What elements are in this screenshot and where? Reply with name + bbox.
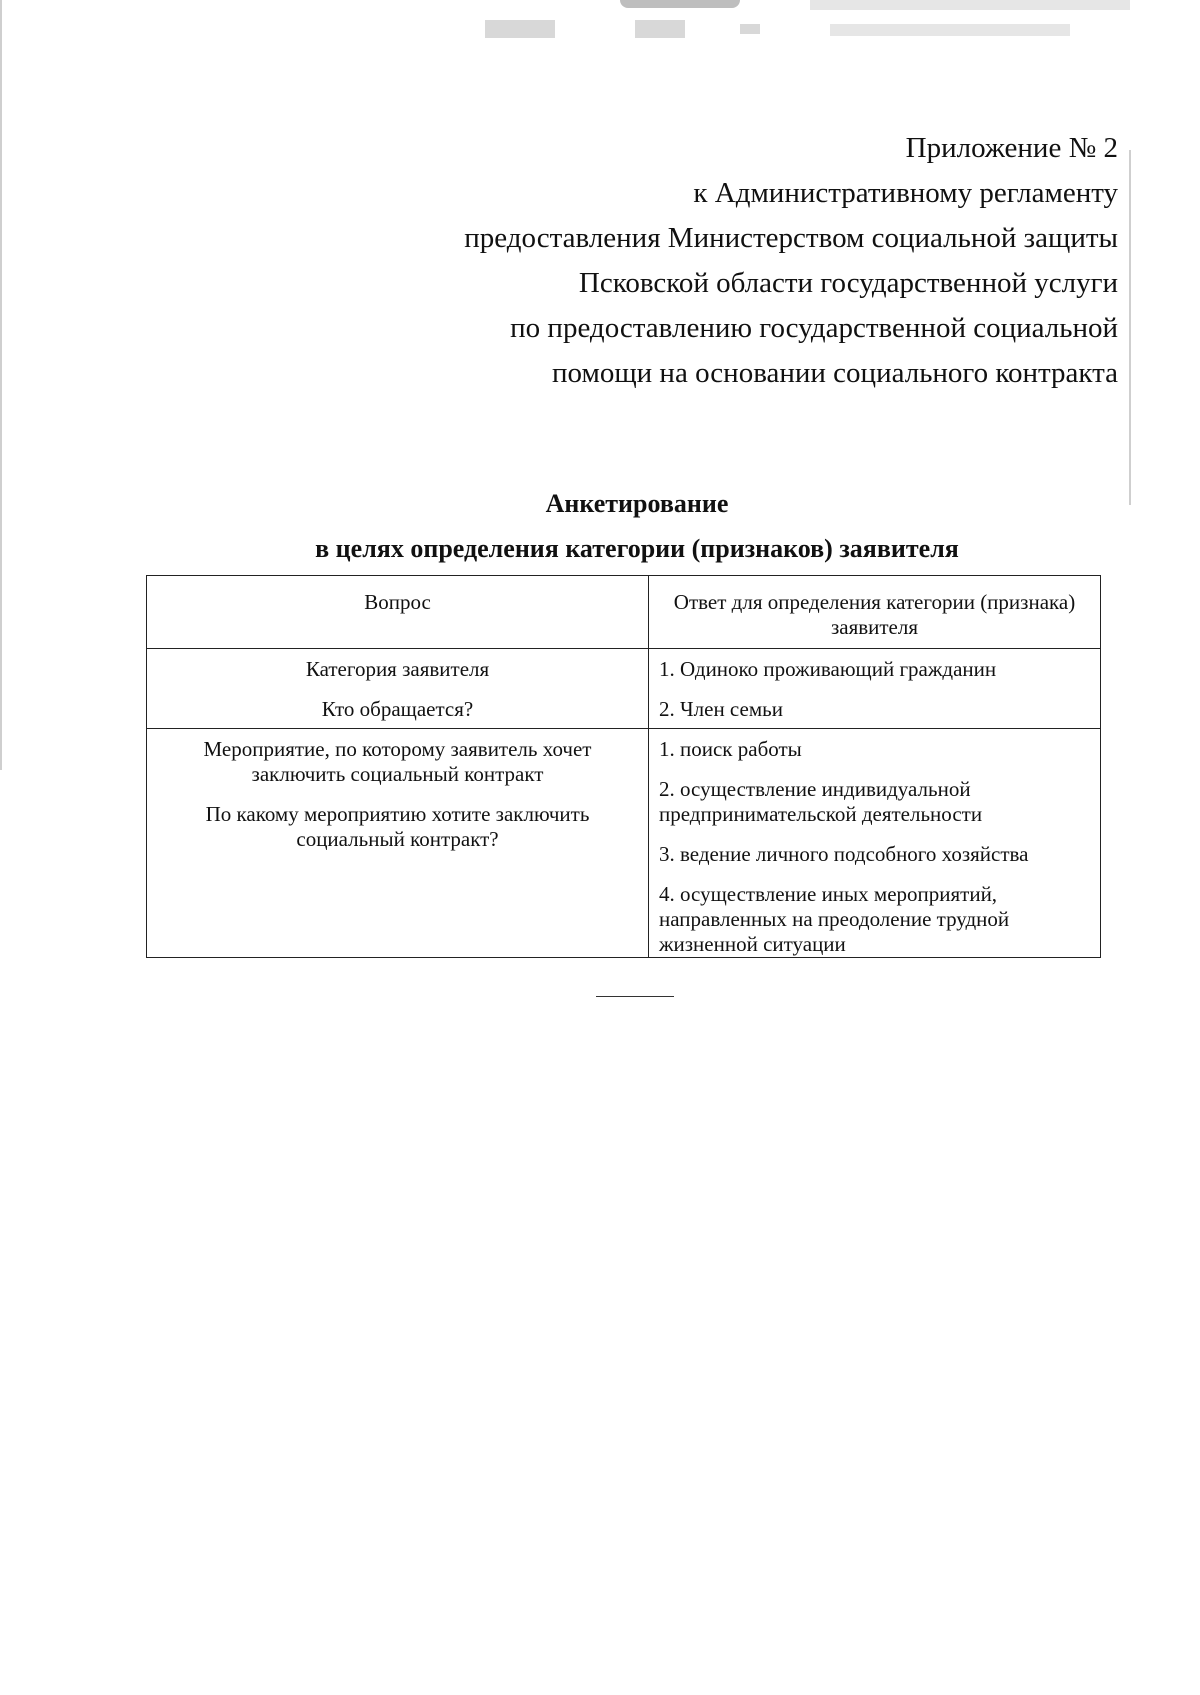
question-text: Категория заявителя [305, 657, 490, 681]
scan-edge-left [0, 0, 2, 770]
appendix-header [358, 126, 1118, 396]
answer-option: 2. Член семьи [659, 697, 783, 721]
table-row [147, 649, 1101, 729]
appendix-line: по предоставлению государственной социальной [510, 312, 1118, 344]
appendix-line: Приложение № 2 [905, 132, 1118, 164]
question-cell [147, 729, 649, 958]
header-answer-text: Ответ для определения категории (признака) заявителя [673, 590, 1076, 639]
table-row [147, 729, 1101, 958]
header-question: Вопрос [147, 576, 649, 649]
document-title: Анкетирование [545, 489, 729, 518]
answer-option: 1. поиск работы [659, 737, 802, 761]
answer-cell [649, 649, 1101, 729]
scan-edge-right [1129, 150, 1131, 505]
answer-option: 4. осуществление иных мероприятий, направленных на преодоление трудной жизненной ситуации [659, 882, 1010, 956]
answer-option: 3. ведение личного подсобного хозяйства [659, 842, 1029, 866]
question-cell [147, 649, 649, 729]
document-subtitle: в целях определения категории (признаков) заявителя [315, 534, 959, 563]
appendix-line: к Административному регламенту [693, 177, 1118, 209]
survey-table [146, 575, 1101, 958]
table-header-row [147, 576, 1101, 649]
question-text: По какому мероприятию хотите заключить социальный контракт? [205, 802, 590, 851]
appendix-line: предоставления Министерством социальной защиты [464, 222, 1118, 254]
question-text: Мероприятие, по которому заявитель хочет заключить социальный контракт [203, 737, 592, 786]
appendix-line: Псковской области государственной услуги [578, 267, 1118, 299]
header-answer [649, 576, 1101, 649]
answer-option: 2. осуществление индивидуальной предпринимательской деятельности [659, 777, 983, 826]
answer-cell [649, 729, 1101, 958]
question-text: Кто обращается? [321, 697, 474, 721]
appendix-line: помощи на основании социального контракта [552, 357, 1118, 389]
scan-artifact-top [430, 0, 1130, 48]
answer-option: 1. Одиноко проживающий гражданин [659, 657, 997, 681]
end-divider [596, 996, 674, 997]
